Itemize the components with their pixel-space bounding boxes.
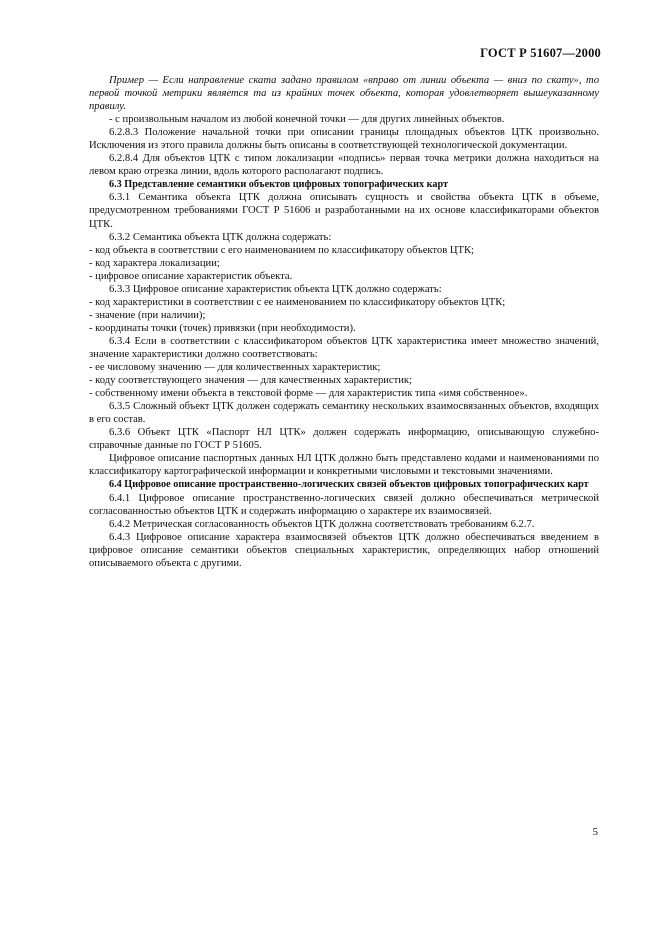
example-paragraph: Пример — Если направление ската задано правилом «вправо от линии объекта — вниз по скату», то первой точкой метрики является та из крайних точек объекта, которая удовлетворяет вышеуказанному правилу.	[89, 75, 599, 113]
list-item: - код объекта в соответствии с его наименованием по классификатору объектов ЦТК;	[89, 244, 474, 256]
paragraph-6-3-3: 6.3.3 Цифровое описание характеристик объекта ЦТК должно содержать:	[109, 283, 442, 295]
page-body	[89, 74, 599, 570]
list-item: - код характеристики в соответствии с ее наименованием по классификатору объектов ЦТК;	[89, 296, 506, 308]
list-item: - ее числовому значению — для количественных характеристик;	[89, 362, 381, 374]
paragraph-6-4-1: 6.4.1 Цифровое описание пространственно-логических связей должно обеспечиваться метрической согласованностью объектов ЦТК и содержать информацию о характере их взаимосвязей.	[89, 492, 599, 517]
list-item: - значение (при наличии);	[89, 309, 206, 321]
list-item: - координаты точки (точек) привязки (при необходимости).	[89, 322, 356, 334]
document-header: ГОСТ Р 51607—2000	[480, 46, 601, 60]
page-number: 5	[592, 826, 598, 838]
list-item: - коду соответствующего значения — для качественных характеристик;	[89, 375, 413, 387]
paragraph-6-3-1: 6.3.1 Семантика объекта ЦТК должна описывать сущность и свойства объекта ЦТК в объеме, предусмотренном требованиями ГОСТ Р 51606 и разработанными на их основе классификаторами объектов ЦТК.	[89, 192, 599, 230]
list-item: - с произвольным началом из любой конечной точки — для других линейных объектов.	[109, 114, 505, 126]
paragraph-6-3-4: 6.3.4 Если в соответствии с классификатором объектов ЦТК характеристика имеет множество значений, значение характеристики должно соответствовать:	[89, 335, 599, 360]
paragraph-6-4-2: 6.4.2 Метрическая согласованность объектов ЦТК должна соответствовать требованиям 6.2.7.	[109, 518, 535, 530]
list-item: - цифровое описание характеристик объекта.	[89, 270, 293, 282]
section-heading-6-4: 6.4 Цифровое описание пространственно-логических связей объектов цифровых топографических карт	[109, 479, 589, 491]
list-item: - собственному имени объекта в текстовой форме — для характеристик типа «имя собственное».	[89, 388, 528, 400]
section-heading-6-3: 6.3 Представление семантики объектов цифровых топографических карт	[109, 179, 449, 191]
paragraph-6-3-2: 6.3.2 Семантика объекта ЦТК должна содержать:	[109, 231, 332, 243]
paragraph-6-4-3: 6.4.3 Цифровое описание характера взаимосвязей объектов ЦТК должно обеспечиваться введением в цифровое описание семантики объектов специальных характеристик, определяющих набор отношений описываемого объекта с другими.	[89, 531, 599, 569]
list-item: - код характера локализации;	[89, 257, 220, 269]
paragraph-6-3-6: 6.3.6 Объект ЦТК «Паспорт НЛ ЦТК» должен содержать информацию, описывающую служебно-справочные данные по ГОСТ Р 51605.	[89, 427, 599, 452]
paragraph-6-3-5: 6.3.5 Сложный объект ЦТК должен содержать семантику нескольких взаимосвязанных объектов, входящих в его состав.	[89, 401, 599, 426]
paragraph-6-3-6-continuation: Цифровое описание паспортных данных НЛ ЦТК должно быть представлено кодами и наименованиями по классификатору картографической информации и конкретными числовыми и текстовыми значениями.	[89, 453, 599, 478]
paragraph-6-2-8-4: 6.2.8.4 Для объектов ЦТК с типом локализации «подпись» первая точка метрики должна находиться на левом краю отрезка линии, вдоль которого располагают подпись.	[89, 153, 599, 178]
paragraph-6-2-8-3: 6.2.8.3 Положение начальной точки при описании границы площадных объектов ЦТК произвольно. Исключения из этого правила должны быть описаны в соответствующей технологической документации.	[89, 127, 599, 152]
